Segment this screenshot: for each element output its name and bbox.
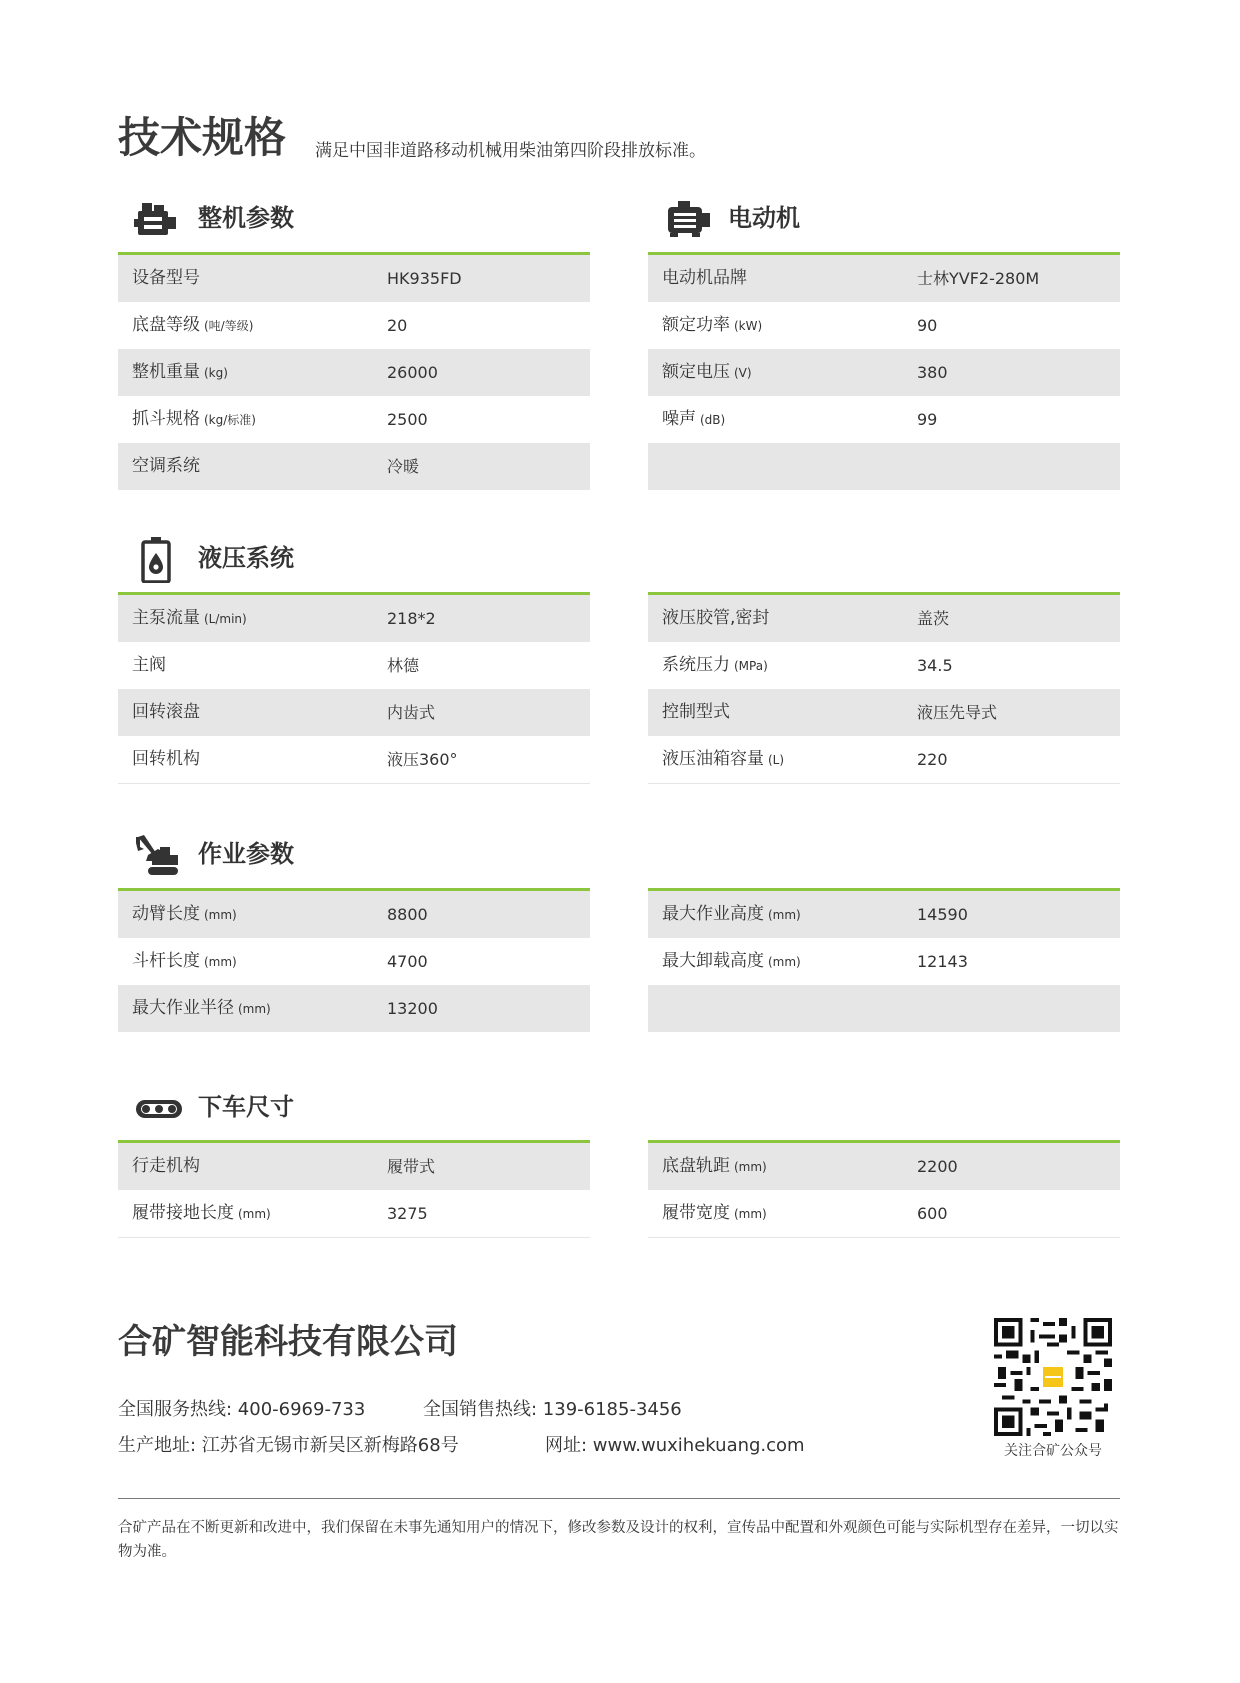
table-row <box>648 349 1120 396</box>
spec-value: 盖茨 <box>917 609 950 628</box>
table-row <box>648 689 1120 736</box>
spec-unit: (mm) <box>238 1207 271 1221</box>
spec-label: 斗杆长度 (mm) <box>132 951 237 971</box>
spec-value: 4700 <box>387 952 428 971</box>
spec-table-work-right <box>648 888 1120 1032</box>
spec-label: 液压胶管,密封 <box>662 608 770 628</box>
spec-table-work-left <box>118 888 590 1032</box>
service-hotline: 全国服务热线: 400-6969-733 <box>118 1399 366 1420</box>
spec-label: 控制型式 <box>662 702 730 722</box>
spec-value: 2500 <box>387 410 428 429</box>
spec-value: 380 <box>917 363 948 382</box>
spec-label: 底盘等级 (吨/等级) <box>132 315 254 335</box>
spec-label: 额定电压 (V) <box>662 362 752 382</box>
spec-value: 34.5 <box>917 656 953 675</box>
oil-tank-icon <box>134 537 182 583</box>
excavator-icon <box>134 833 182 879</box>
spec-label: 回转机构 <box>132 749 200 769</box>
factory-address: 生产地址: 江苏省无锡市新吴区新梅路68号 <box>118 1435 459 1456</box>
spec-label: 液压油箱容量 (L) <box>662 749 785 769</box>
page-subtitle: 满足中国非道路移动机械用柴油第四阶段排放标准。 <box>315 141 706 161</box>
spec-label: 电动机品牌 <box>662 268 747 288</box>
spec-value: 林德 <box>387 656 420 675</box>
spec-value: 218*2 <box>387 609 436 628</box>
spec-value: 8800 <box>387 905 428 924</box>
spec-value: 液压先导式 <box>917 703 998 722</box>
company-name: 合矿智能科技有限公司 <box>118 1322 458 1362</box>
spec-unit: (mm) <box>768 955 801 969</box>
table-row <box>118 891 590 938</box>
spec-label: 主泵流量 (L/min) <box>132 608 247 628</box>
table-row <box>118 255 590 302</box>
spec-label: 主阀 <box>132 655 166 675</box>
spec-value: 内齿式 <box>387 703 436 722</box>
sales-hotline: 全国销售热线: 139-6185-3456 <box>423 1399 682 1420</box>
spec-unit: (dB) <box>700 413 726 427</box>
section-title-undercarriage: 下车尺寸 <box>198 1093 294 1121</box>
website-link[interactable]: 网址: www.wuxihekuang.com <box>545 1435 805 1456</box>
spec-label: 行走机构 <box>132 1156 200 1176</box>
table-row <box>648 595 1120 642</box>
spec-label: 系统压力 (MPa) <box>662 655 768 675</box>
table-row <box>648 642 1120 689</box>
table-row <box>118 396 590 443</box>
table-row <box>648 938 1120 985</box>
table-row <box>118 349 590 396</box>
spec-unit: (kg/标准) <box>204 413 256 427</box>
spec-table-undercarriage-right <box>648 1140 1120 1238</box>
spec-value: 士林YVF2-280M <box>917 269 1040 288</box>
spec-unit: (mm) <box>204 955 237 969</box>
table-row <box>118 985 590 1032</box>
spec-value: 履带式 <box>387 1157 436 1176</box>
spec-value: 220 <box>917 750 948 769</box>
spec-label: 设备型号 <box>132 268 200 288</box>
table-row <box>648 396 1120 443</box>
motor-icon <box>664 197 712 243</box>
spec-label: 动臂长度 (mm) <box>132 904 237 924</box>
spec-value: 600 <box>917 1204 948 1223</box>
spec-table-undercarriage-left <box>118 1140 590 1238</box>
table-row <box>648 736 1120 783</box>
spec-value: HK935FD <box>387 269 462 288</box>
spec-unit: (L) <box>768 753 785 767</box>
spec-label: 最大作业半径 (mm) <box>132 998 271 1018</box>
section-title-hydraulic: 液压系统 <box>198 544 294 572</box>
spec-value: 液压360° <box>387 750 458 769</box>
spec-label: 履带接地长度 (mm) <box>132 1203 271 1223</box>
track-icon <box>134 1086 182 1132</box>
spec-label: 履带宽度 (mm) <box>662 1203 767 1223</box>
table-row <box>648 891 1120 938</box>
spec-unit: (L/min) <box>204 612 247 626</box>
spec-value: 26000 <box>387 363 438 382</box>
table-row <box>118 595 590 642</box>
spec-label: 噪声 (dB) <box>662 409 726 429</box>
spec-unit: (mm) <box>768 908 801 922</box>
spec-label: 底盘轨距 (mm) <box>662 1156 767 1176</box>
spec-value: 3275 <box>387 1204 428 1223</box>
table-row <box>648 443 1120 490</box>
qr-caption: 关注合矿公众号 <box>1004 1443 1102 1459</box>
spec-table-hydraulic-right <box>648 592 1120 784</box>
table-row <box>118 302 590 349</box>
spec-value: 14590 <box>917 905 968 924</box>
spec-unit: (mm) <box>734 1160 767 1174</box>
table-row <box>118 1143 590 1190</box>
page-title: 技术规格 <box>118 113 287 162</box>
spec-value: 12143 <box>917 952 968 971</box>
spec-label: 空调系统 <box>132 456 200 476</box>
spec-value: 13200 <box>387 999 438 1018</box>
table-row <box>118 689 590 736</box>
table-row <box>118 642 590 689</box>
disclaimer-text: 合矿产品在不断更新和改进中，我们保留在未事先通知用户的情况下，修改参数及设计的权利，宣传品中配置和外观颜色可能与实际机型存在差异，一切以实物为准。 <box>118 1520 1119 1560</box>
table-row <box>648 255 1120 302</box>
spec-unit: (mm) <box>204 908 237 922</box>
section-title-machine: 整机参数 <box>198 204 294 232</box>
spec-unit: (V) <box>734 366 752 380</box>
footer-divider <box>118 1498 1120 1499</box>
table-row <box>648 1190 1120 1237</box>
spec-label: 回转滚盘 <box>132 702 200 722</box>
spec-unit: (MPa) <box>734 659 768 673</box>
spec-unit: (kW) <box>734 319 763 333</box>
spec-table-machine <box>118 252 590 490</box>
spec-label: 最大卸载高度 (mm) <box>662 951 801 971</box>
spec-label: 最大作业高度 (mm) <box>662 904 801 924</box>
spec-label: 额定功率 (kW) <box>662 315 763 335</box>
spec-value: 2200 <box>917 1157 958 1176</box>
spec-value: 90 <box>917 316 938 335</box>
spec-label: 整机重量 (kg) <box>132 362 228 382</box>
qr-code-icon[interactable] <box>994 1318 1112 1436</box>
spec-unit: (mm) <box>734 1207 767 1221</box>
spec-unit: (kg) <box>204 366 228 380</box>
spec-table-hydraulic-left <box>118 592 590 784</box>
table-row <box>648 1143 1120 1190</box>
table-row <box>118 443 590 490</box>
spec-unit: (mm) <box>238 1002 271 1016</box>
spec-label: 抓斗规格 (kg/标准) <box>132 409 256 429</box>
spec-value: 冷暖 <box>387 457 420 476</box>
table-row <box>648 985 1120 1032</box>
spec-value: 99 <box>917 410 938 429</box>
table-row <box>648 302 1120 349</box>
spec-table-motor <box>648 252 1120 490</box>
table-row <box>118 1190 590 1237</box>
spec-value: 20 <box>387 316 408 335</box>
section-title-motor: 电动机 <box>728 204 800 232</box>
engine-icon <box>134 197 182 243</box>
spec-unit: (吨/等级) <box>204 319 254 333</box>
table-row <box>118 736 590 783</box>
table-row <box>118 938 590 985</box>
section-title-work: 作业参数 <box>198 840 294 868</box>
